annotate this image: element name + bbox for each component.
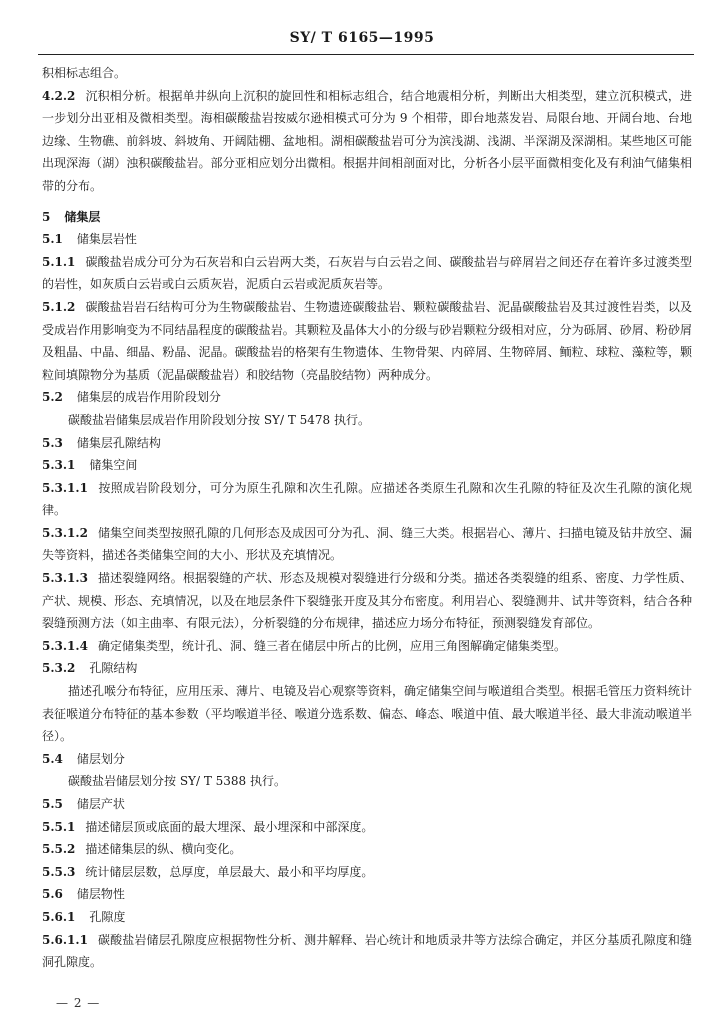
section-number: 5.2 [42, 390, 63, 405]
section-number: 5.4 [42, 751, 63, 766]
section-title: 储集层孔隙结构 [76, 435, 161, 450]
heading-5-4 [42, 748, 692, 771]
section-number: 5.5.1 [42, 819, 76, 834]
heading-5-2 [42, 386, 692, 409]
section-title: 孔隙度 [89, 909, 126, 924]
spacer [42, 198, 692, 206]
section-5-6-1-1 [42, 929, 692, 974]
section-number: 5.5.3 [42, 864, 76, 879]
page-number: — 2 — [56, 996, 101, 1010]
section-title: 储集层岩性 [76, 232, 137, 247]
section-4-2-2 [42, 85, 692, 198]
section-5-3-1-2 [42, 522, 692, 567]
section-number: 5.3.1 [42, 458, 76, 473]
section-5-2-body: 碳酸盐岩储集层成岩作用阶段划分按 SY/ T 5478 执行。 [68, 412, 370, 427]
section-title: 储层物性 [76, 887, 125, 902]
section-text: 储集空间类型按照孔隙的几何形态及成因可分为孔、洞、缝三大类。根据岩心、薄片、扫描电镜及钻井放空、漏失等资料，描述各类储集空间的大小、形状及充填情况。 [42, 525, 692, 563]
section-number: 5.6.1 [42, 909, 76, 924]
section-5-5-3 [42, 861, 692, 884]
section-number: 5.3.1.2 [42, 525, 88, 540]
section-text: 按照成岩阶段划分，可分为原生孔隙和次生孔隙。应描述各类原生孔隙和次生孔隙的特征及次生孔隙的演化规律。 [42, 480, 692, 518]
section-number: 5.1.1 [42, 254, 76, 269]
section-text: 描述裂缝网络。根据裂缝的产状、形态及规模对裂缝进行分级和分类。描述各类裂缝的组系、密度、力学性质、产状、规模、形态、充填情况，以及在地层条件下裂缝张开度及其分布密度。利用岩心、裂缝测井、试井等资料，结合各种裂缝预测方法（如主曲率、有限元法），分析裂缝的分布规律，描述应力场分布特征，预测裂缝发育部位。 [42, 571, 692, 631]
section-5-1-2 [42, 296, 692, 386]
section-5-5-1 [42, 816, 692, 839]
section-number: 5.6 [42, 887, 63, 902]
section-number: 5.3 [42, 435, 63, 450]
section-number: 5.1.2 [42, 299, 76, 314]
section-5-3-1-3 [42, 567, 692, 635]
section-text: 描述储集层的纵、横向变化。 [85, 842, 242, 857]
section-5-3-1-1 [42, 477, 692, 522]
section-title: 储集层 [64, 209, 101, 224]
section-text: 统计储层层数，总厚度，单层最大、最小和平均厚度。 [85, 864, 374, 879]
heading-5 [42, 206, 692, 229]
section-number: 5.3.1.3 [42, 571, 88, 586]
section-title: 储层产状 [76, 797, 125, 811]
section-5-3-2-body: 描述孔喉分布特征，应用压汞、薄片、电镜及岩心观察等资料，确定储集空间与喉道组合类型。根据毛管压力资料统计表征喉道分布特征的基本参数（平均喉道半径、喉道分选系数、偏态、峰态、喉道中值、最大喉道半径、最大非流动喉道半径）。 [42, 684, 693, 744]
section-number: 5.3.1.1 [42, 480, 88, 495]
section-number: 5.3.1.4 [42, 638, 88, 653]
heading-5-3-2 [42, 657, 692, 680]
section-number: 5.5 [42, 797, 63, 811]
section-number: 5 [42, 209, 51, 224]
heading-5-3 [42, 432, 692, 455]
section-number: 4.2.2 [42, 88, 76, 103]
section-5-3-1-4 [42, 635, 692, 658]
section-title: 孔隙结构 [89, 661, 138, 676]
section-text: 碳酸盐岩岩石结构可分为生物碳酸盐岩、生物遗迹碳酸盐岩、颗粒碳酸盐岩、泥晶碳酸盐岩及其过渡性岩类，以及受成岩作用影响变为不同结晶程度的碳酸盐岩。其颗粒及晶体大小的分级与砂岩颗粒分级相对应，分为砾屑、砂屑、粉砂屑及粗晶、中晶、细晶、粉晶、泥晶。碳酸盐岩的格架有生物遗体、生物骨架、内碎屑、生物碎屑、鲕粒、球粒、藻粒等，颗粒间填隙物分为基质（泥晶碳酸盐岩）和胶结物（亮晶胶结物）两种成分。 [42, 299, 692, 382]
section-5-1-1 [42, 251, 692, 296]
document-body [42, 62, 692, 974]
heading-5-6 [42, 883, 692, 906]
section-title: 储层划分 [76, 751, 125, 766]
page-header: SY/ T 6165—1995 [289, 30, 435, 46]
heading-5-3-1 [42, 454, 692, 477]
paragraph-continuation: 积相标志组合。 [42, 66, 127, 80]
heading-5-1 [42, 228, 692, 251]
section-number: 5.1 [42, 232, 63, 247]
section-text: 描述储层顶或底面的最大埋深、最小埋深和中部深度。 [85, 819, 374, 834]
section-text: 沉积相分析。根据单井纵向上沉积的旋回性和相标志组合，结合地震相分析，判断出大相类型，建立沉积模式，进一步划分出亚相及微相类型。海相碳酸盐岩按威尔逊相模式可分为 9 个相带，即台地蒸发岩、局限台地、开阔台地、台地边缘、生物礁、前斜坡、斜坡角、开阔陆棚、盆地相。湖相碳酸盐岩可分为滨浅湖、浅湖、半深湖及深湖相。某些地区可能出现深海（湖）浊积碳酸盐岩。部分亚相应划分出微相。根据井间相剖面对比，分析各小层平面微相变化及有利油气储集相带的分布。 [42, 88, 692, 193]
section-title: 储集层的成岩作用阶段划分 [76, 390, 221, 405]
heading-5-6-1 [42, 906, 692, 929]
section-5-5-2 [42, 838, 692, 861]
header-rule [38, 54, 694, 55]
section-number: 5.3.2 [42, 661, 76, 676]
section-5-4-body: 碳酸盐岩储层划分按 SY/ T 5388 执行。 [68, 774, 286, 789]
section-text: 碳酸盐岩储层孔隙度应根据物性分析、测井解释、岩心统计和地质录井等方法综合确定，并区分基质孔隙度和缝洞孔隙度。 [42, 932, 692, 970]
heading-5-5 [42, 793, 692, 816]
section-number: 5.5.2 [42, 842, 76, 857]
section-number: 5.6.1.1 [42, 932, 88, 947]
section-text: 确定储集类型，统计孔、洞、缝三者在储层中所占的比例，应用三角图解确定储集类型。 [97, 638, 566, 653]
section-title: 储集空间 [89, 458, 138, 473]
section-text: 碳酸盐岩成分可分为石灰岩和白云岩两大类，石灰岩与白云岩之间、碳酸盐岩与碎屑岩之间还存在着许多过渡类型的岩性，如灰质白云岩或白云质灰岩，泥质白云岩或泥质灰岩等。 [42, 254, 692, 292]
